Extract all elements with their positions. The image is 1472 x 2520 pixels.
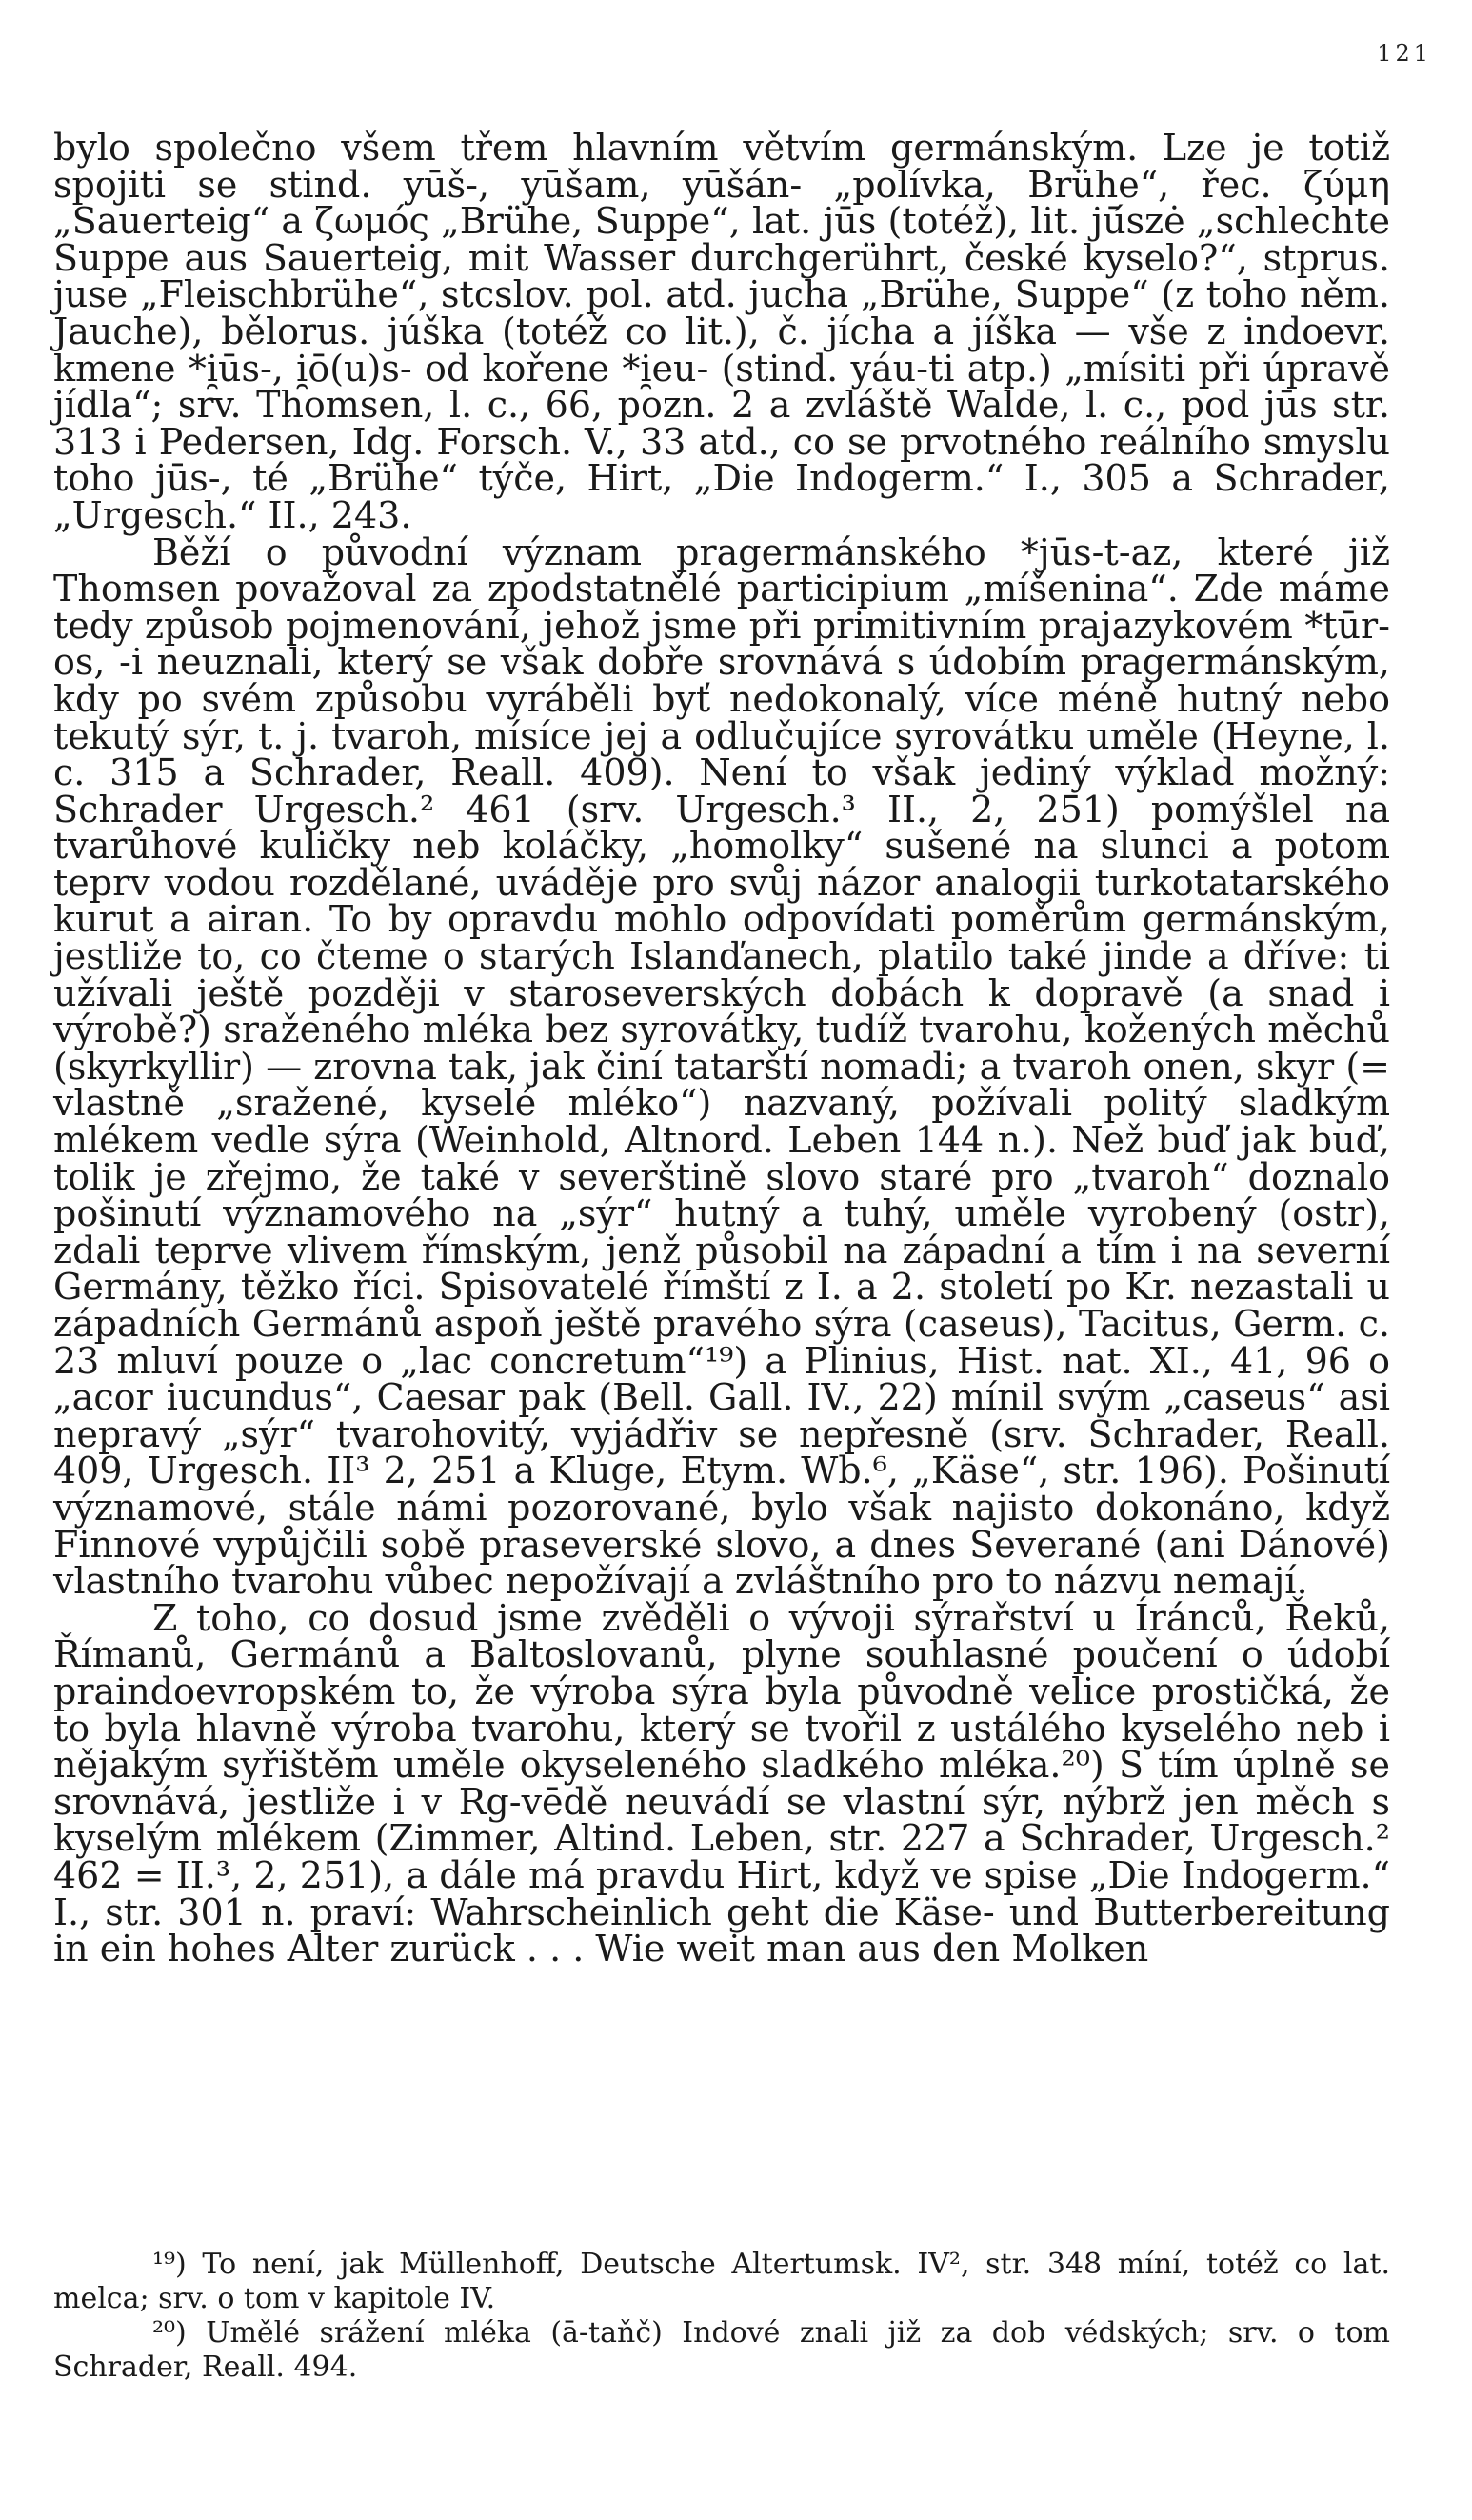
paragraph-3: Z toho, co dosud jsme zvěděli o vývoji sýrařství u Íránců, Řeků, Římanů, Germánů a Baltoslovanů, plyne souhlasné poučení o údobí praindoevropském to, že výroba sýra byla původně velice prostičká, že to byla hlavně výroba tvarohu, který se tvořil z ustálého kyselého neb i nějakým syřištěm uměle okyseleného sladkého mléka.²⁰) S tím úplně se srovnává, jestliže i v Rg-vēdě neuvádí se vlastní sýr, nýbrž jen měch s kyselým mlékem (Zimmer, Altind. Leben, str. 227 a Schrader, Urgesch.² 462 = II.³, 2, 251), a dále má pravdu Hirt, když ve spise „Die Indogerm.“ I., str. 301 n. praví: Wahrscheinlich geht die Käse- und Butterbereitung in ein hohes Alter zurück . . . Wie weit man aus den Molken [53, 1596, 1390, 1970]
paragraph-1: bylo společno všem třem hlavním větvím germánským. Lze je totiž spojiti se stind. yūš-, yūšam, yūšán- „polívka, Brühe“, řec. ζύμη „Sauerteig“ a ζωμός „Brühe, Suppe“, lat. jūs (totéž), lit. jū́szė „schlechte Suppe aus Sauerteig, mit Wasser durchgerührt, české kyselo?“, stprus. juse „Fleischbrühe“, stcslov. pol. atd. jucha „Brühe, Suppe“ (z toho něm. Jauche), bělorus. júška (totéž co lit.), č. jícha a jíška — vše z indoevr. kmene *i̯ūs-, i̯ō(u)s- od kořene *i̯eu- (stind. yáu-ti atp.) „mísiti při úpravě jídla“; srv. Thomsen, l. c., 66, pozn. 2 a zvláště Walde, l. c., pod jūs str. 313 i Pedersen, Idg. Forsch. V., 33 atd., co se prvotného reálního smyslu toho jūs-, té „Brühe“ týče, Hirt, „Die Indogerm.“ I., 305 a Schrader, „Urgesch.“ II., 243. [53, 127, 1390, 536]
footnote-20: ²⁰) Umělé srážení mléka (ā-taňč) Indové znali již za dob védských; srv. o tom Schrader, Reall. 494. [53, 2316, 1390, 2384]
page-number: 121 [1377, 40, 1432, 67]
footnote-19: ¹⁹) To není, jak Müllenhoff, Deutsche Altertumsk. IV², str. 348 míní, totéž co lat. melca; srv. o tom v kapitole IV. [53, 2248, 1390, 2315]
paragraph-2: Běží o původní význam pragermánského *jūs-t-az, které již Thomsen považoval za zpodstatnělé participium „míšenina“. Zde máme tedy způsob pojmenování, jehož jsme při primitivním prajazykovém *tūr-os, -i neuznali, který se však dobře srovnává s údobím pragermánským, kdy po svém způsobu vyráběli byť nedokonalý, více méně hutný nebo tekutý sýr, t. j. tvaroh, mísíce jej a odlučujíce syrovátku uměle (Heyne, l. c. 315 a Schrader, Reall. 409). Není to však jediný výklad možný: Schrader Urgesch.² 461 (srv. Urgesch.³ II., 2, 251) pomýšlel na tvarůhové kuličky neb koláčky, „homolky“ sušené na slunci a potom teprv vodou rozdělané, uváděje pro svůj názor analogii turkotatarského kurut a airan. To by opravdu mohlo odpovídati poměrům germánským, jestliže to, co čteme o starých Islanďanech, platilo také jinde a dříve: ti užívali ještě později v staroseverských dobách k dopravě (a snad i výrobě?) sraženého mléka bez syrovátky, tudíž tvarohu, kožených měchů (skyrkyllir) — zrovna tak, jak činí tatarští nomadi; a tvaroh onen, skyr (= vlastně „sražené, kyselé mléko“) nazvaný, požívali politý sladkým mlékem vedle sýra (Weinhold, Altnord. Leben 144 n.). Než buď jak buď, tolik je zřejmo, že také v severštině slovo staré pro „tvaroh“ doznalo pošinutí významového na „sýr“ hutný a tuhý, uměle vyrobený (ostr), zdali teprve vlivem římským, jenž působil na západní a tím i na severní Germány, těžko říci. Spisovatelé římští z I. a 2. století po Kr. nezastali u západních Germánů aspoň ještě pravého sýra (caseus), Tacitus, Germ. c. 23 mluví pouze o „lac concretum“¹⁹) a Plinius, Hist. nat. XI., 41, 96 o „acor iucundus“, Caesar pak (Bell. Gall. IV., 22) mínil svým „caseus“ asi nepravý „sýr“ tvarohovitý, vyjádřiv se nepřesně (srv. Schrader, Reall. 409, Urgesch. II³ 2, 251 a Kluge, Etym. Wb.⁶, „Käse“, str. 196). Pošinutí významové, stále námi pozorované, bylo však najisto dokonáno, když Finnové vypůjčili sobě praseverské slovo, a dnes Severané (ani Dánové) vlastního tvarohu vůbec nepožívají a zvláštního pro to názvu nemají. [53, 530, 1390, 1603]
main-text [53, 127, 1390, 1970]
footnotes [53, 2248, 1390, 2385]
